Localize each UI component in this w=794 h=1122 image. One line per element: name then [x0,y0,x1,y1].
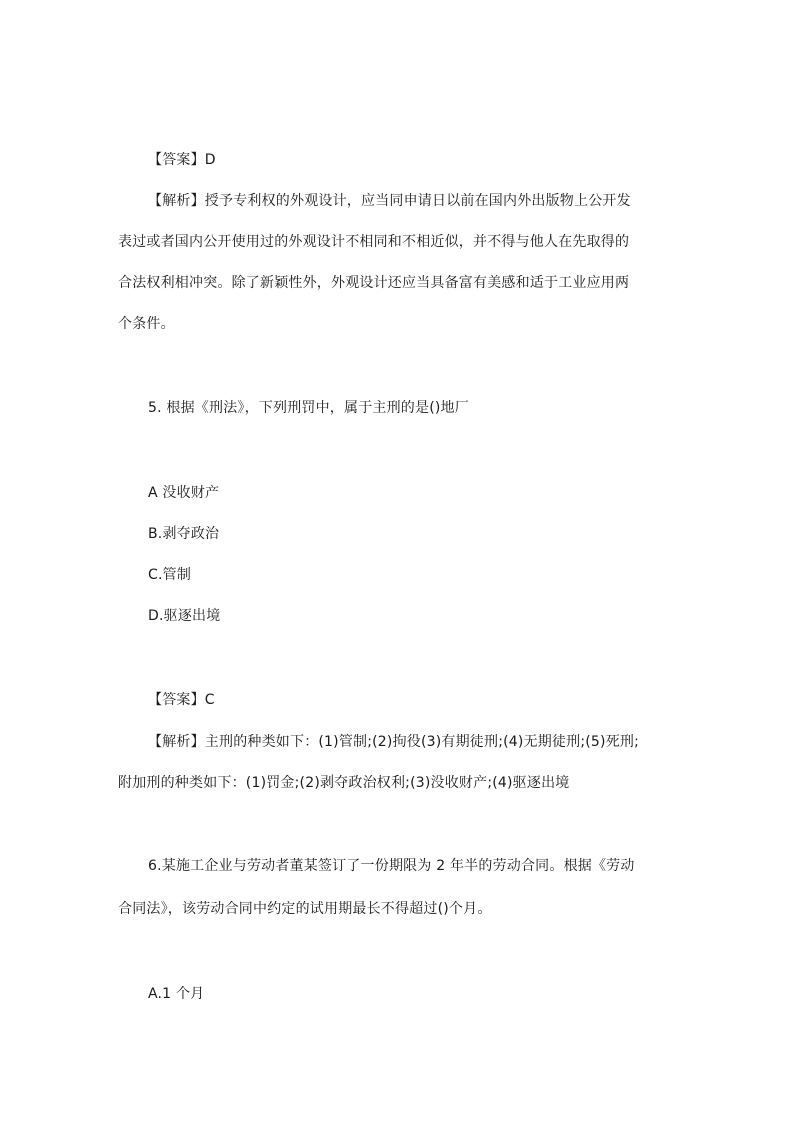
question-6: 6.某施工企业与劳动者董某签订了一份期限为 2 年半的劳动合同。根据《劳动 [148,858,635,874]
analysis-text-q4: 合法权利相冲突。除了新颖性外，外观设计还应当具备富有美感和适于工业应用两 [118,275,630,291]
question-6: 合同法》，该劳动合同中约定的试用期最长不得超过()个月。 [118,901,492,917]
analysis-text-q4: 表过或者国内公开使用过的外观设计不相同和不相近似，并不得与他人在先取得的 [118,234,630,250]
option-a: A.1 个月 [148,986,205,1002]
answer-label-q5: 【答案】C [148,692,215,708]
option-a: A 没收财产 [148,485,220,501]
analysis-text-q5: 附加刑的种类如下：(1)罚金;(2)剥夺政治权利;(3)没收财产;(4)驱逐出境 [118,775,570,791]
option-d: D.驱逐出境 [148,608,221,624]
analysis-text-q4: 个条件。 [118,316,175,332]
answer-label-q4: 【答案】D [148,152,216,168]
analysis-text-q5: 【解析】主刑的种类如下：(1)管制;(2)拘役(3)有期徒刑;(4)无期徒刑;(5)死刑; [148,734,640,750]
analysis-text-q4: 【解析】授予专利权的外观设计，应当同申请日以前在国内外出版物上公开发 [148,193,631,209]
option-c: C.管制 [148,567,192,583]
option-b: B.剥夺政治 [148,526,220,542]
question-5: 5. 根据《刑法》，下列刑罚中，属于主刑的是()地厂 [148,400,469,416]
